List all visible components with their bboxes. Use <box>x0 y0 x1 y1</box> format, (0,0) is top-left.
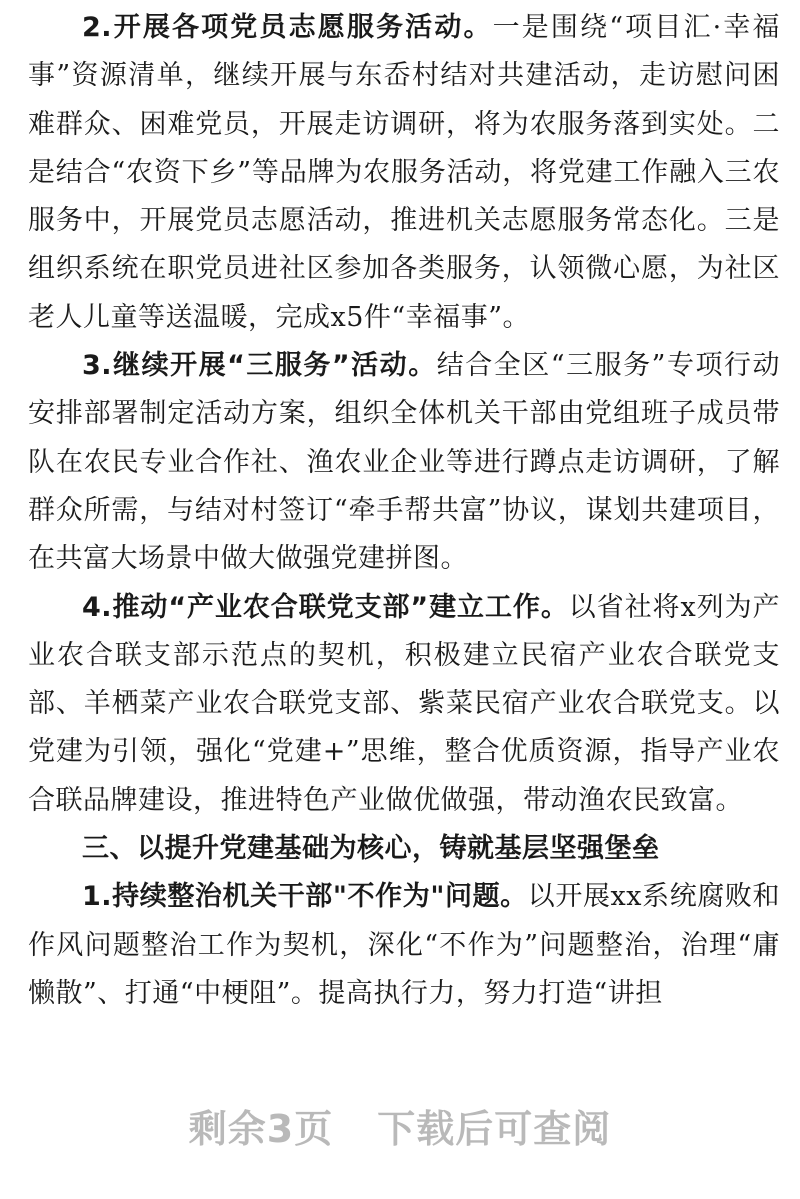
paragraph-three-services <box>28 342 780 583</box>
paragraph-body: 结合全区“三服务”专项行动安排部署制定活动方案，组织全体机关干部由党组班子成员带队在农民专业合作社、渔农业企业等进行蹲点走访调研，了解群众所需，与结对村签订“牵手帮共富”协议，谋划共建项目，在共富大场景中做大做强党建拼图。 <box>28 350 780 575</box>
section-heading: 三、以提升党建基础为核心，铸就基层坚强堡垒 <box>82 833 660 865</box>
download-prompt[interactable] <box>0 1098 800 1153</box>
paragraph-lead: 2.开展各项党员志愿服务活动。 <box>82 12 493 43</box>
paragraph-industry-branch <box>28 584 780 825</box>
paragraph-lead: 1.持续整治机关干部"不作为"问题。 <box>82 881 528 913</box>
paragraph-lead: 3.继续开展“三服务”活动。 <box>82 350 437 382</box>
paragraph-body: 以省社将x列为产业农合联支部示范点的契机，积极建立民宿产业农合联党支部、羊栖菜产业农合联党支部、紫菜民宿产业农合联党支。以党建为引领，强化“党建+”思维，整合优质资源，指导产业农合联品牌建设，推进特色产业做优做强，带动渔农民致富。 <box>28 591 780 816</box>
paragraph-volunteer-service <box>28 4 780 342</box>
remaining-pages-label: 剩余3页 <box>188 1107 334 1151</box>
paragraph-body: 一是围绕“项目汇·幸福事”资源清单，继续开展与东岙村结对共建活动，走访慰问困难群众、困难党员，开展走访调研，将为农服务落到实处。二是结合“农资下乡”等品牌为农服务活动，将党建工作融入三农服务中，开展党员志愿活动，推进机关志愿服务常态化。三是组织系统在职党员进社区参加各类服务，认领微心愿，为社区老人儿童等送温暖，完成x5件“幸福事”。 <box>28 12 780 333</box>
paragraph-body: 以开展xx系统腐败和作风问题整治工作为契机，深化“不作为”问题整治，治理“庸懒散”、打通“中梗阻”。提高执行力，努力打造“讲担 <box>28 881 780 1009</box>
paragraph-lead: 4.推动“产业农合联党支部”建立工作。 <box>82 591 569 623</box>
download-to-view-label: 下载后可查阅 <box>377 1107 612 1151</box>
paragraph-rectification <box>28 873 780 1018</box>
document-page <box>28 4 780 1018</box>
